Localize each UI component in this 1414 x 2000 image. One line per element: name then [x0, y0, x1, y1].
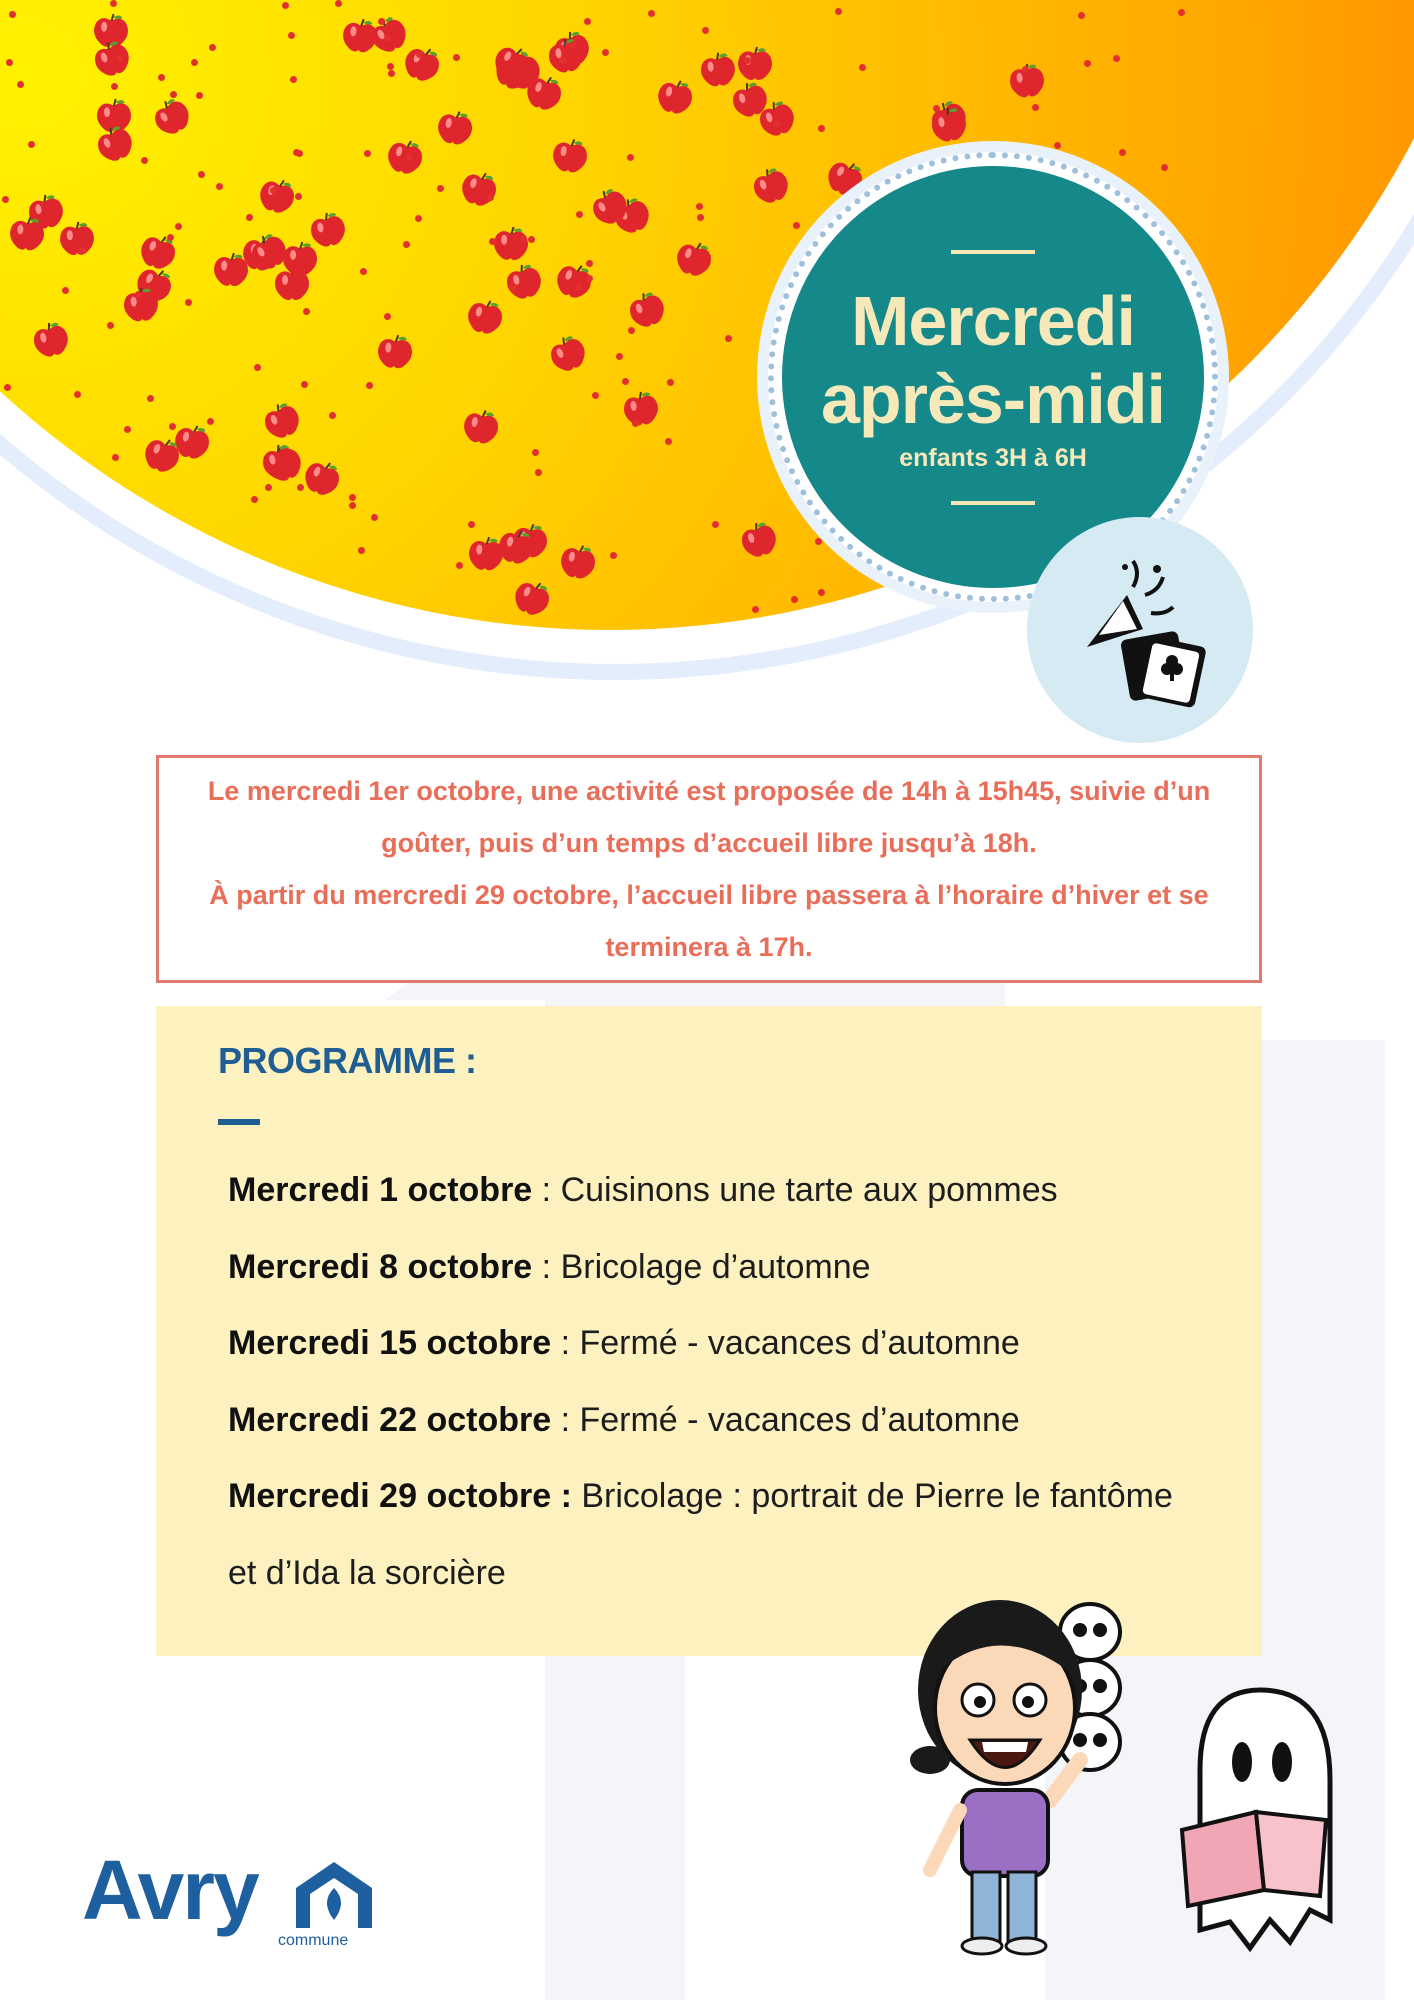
apple-icon — [132, 536, 176, 578]
programme-item — [228, 1152, 1228, 1229]
programme-separator: : — [551, 1324, 580, 1362]
house-leaf-icon — [292, 1858, 376, 1932]
decor-dot — [169, 423, 176, 430]
logo-wordmark: Avry — [82, 1843, 258, 1937]
ghost-illustration — [1160, 1680, 1360, 1960]
apple-icon — [556, 541, 600, 584]
decor-dot — [489, 238, 496, 245]
programme-list — [228, 1152, 1228, 1611]
decor-dot — [403, 241, 410, 248]
decor-dot — [1178, 9, 1185, 16]
decor-dot — [107, 322, 114, 329]
decor-dot — [295, 193, 302, 200]
badge-top-divider — [951, 250, 1035, 254]
decor-dot — [602, 49, 609, 56]
decor-dot — [697, 214, 704, 221]
decor-dot — [616, 353, 623, 360]
programme-title-underline — [218, 1119, 260, 1125]
apple-icon — [57, 221, 96, 258]
decor-dot — [207, 418, 214, 425]
decor-dot — [627, 154, 634, 161]
decor-dot — [818, 589, 825, 596]
info-notice — [156, 755, 1262, 983]
apple-icon — [549, 135, 592, 176]
decor-dot — [102, 551, 109, 558]
programme-item — [228, 1229, 1228, 1306]
decor-dot — [301, 381, 308, 388]
decor-dot — [74, 391, 81, 398]
apple-icon — [433, 108, 476, 150]
apple-icon — [375, 333, 415, 372]
decor-dot — [28, 141, 35, 148]
apple-icon — [671, 236, 717, 281]
decor-dot — [415, 215, 422, 222]
decor-dot — [535, 469, 542, 476]
decor-dot — [528, 236, 535, 243]
apple-icon — [29, 318, 74, 362]
decor-dot — [586, 260, 593, 267]
programme-date: Mercredi 29 octobre : — [228, 1477, 572, 1515]
decor-dot — [6, 59, 13, 66]
decor-dot — [246, 214, 253, 221]
decor-dot — [196, 92, 203, 99]
apple-icon — [747, 163, 795, 210]
apple-icon — [121, 285, 162, 324]
decor-dot — [910, 600, 917, 607]
decor-dot — [15, 463, 22, 470]
activity-icon-circle — [1027, 517, 1253, 743]
decor-dot — [303, 308, 310, 315]
decor-dot — [1113, 55, 1120, 62]
logo-subtitle: commune — [278, 1932, 349, 1949]
decor-dot — [371, 514, 378, 521]
badge-title-line1: Mercredi — [851, 281, 1135, 360]
decor-dot — [290, 76, 297, 83]
decor-dot — [216, 183, 223, 190]
programme-date: Mercredi 8 octobre — [228, 1247, 533, 1286]
decor-dot — [360, 268, 367, 275]
decor-dot — [349, 502, 356, 509]
apple-icon — [466, 535, 506, 574]
decor-dot — [696, 203, 703, 210]
programme-title: PROGRAMME : — [218, 1040, 477, 1081]
decor-dot — [366, 382, 373, 389]
info-line: Le mercredi 1er octobre, une activité est proposée de 14h à 15h45, suivie d’un — [207, 776, 1211, 806]
party-popper-icon — [1027, 517, 1253, 743]
decor-dot — [254, 364, 261, 371]
apple-icon — [501, 260, 547, 304]
programme-item — [228, 1458, 1228, 1535]
decor-dot — [387, 63, 394, 70]
decor-dot — [520, 235, 527, 242]
decor-dot — [79, 247, 86, 254]
decor-dot — [1032, 104, 1039, 111]
decor-dot — [209, 44, 216, 51]
programme-date: Mercredi 22 octobre — [228, 1400, 552, 1439]
info-line: goûter, puis d’un temps d’accueil libre jusqu’à 18h. — [381, 828, 1037, 858]
decor-dot — [111, 83, 118, 90]
apple-icon — [697, 50, 739, 90]
apple-icon — [459, 406, 502, 448]
apple-icon — [652, 75, 697, 119]
programme-section — [156, 1006, 1262, 1656]
decor-dot — [835, 8, 842, 15]
decor-dot — [1022, 66, 1029, 73]
badge-subtitle: enfants 3H à 6H — [899, 443, 1087, 472]
decor-dot — [288, 32, 295, 39]
decor-dot — [358, 547, 365, 554]
decor-dot — [349, 494, 356, 501]
decor-dot — [175, 223, 182, 230]
decor-dot — [112, 454, 119, 461]
decor-dot — [532, 449, 539, 456]
apple-icon — [147, 92, 198, 142]
decor-dot — [1078, 12, 1085, 19]
info-line: À partir du mercredi 29 octobre, l’accueil libre passera à l’horaire d’hiver et se — [209, 880, 1209, 910]
decor-dot — [378, 18, 385, 25]
programme-separator: : — [532, 1247, 561, 1286]
programme-activity: Bricolage : portrait de Pierre le fantôme — [581, 1477, 1173, 1515]
decor-dot — [648, 10, 655, 17]
decor-dot — [859, 64, 866, 71]
decor-dot — [468, 521, 475, 528]
playing-cards-icon — [1120, 630, 1207, 708]
apple-icon — [258, 398, 306, 445]
decor-dot — [198, 171, 205, 178]
decor-dot — [17, 81, 24, 88]
decor-dot — [297, 484, 304, 491]
programme-date: Mercredi 1 octobre — [228, 1171, 533, 1209]
programme-item-continuation: et d’Ida la sorcière — [228, 1553, 506, 1592]
decor-dot — [818, 125, 825, 132]
apple-icon — [6, 214, 47, 253]
badge-title — [821, 282, 1165, 438]
decor-dot — [592, 392, 599, 399]
decor-dot — [251, 496, 258, 503]
decor-dot — [1084, 60, 1091, 67]
programme-activity: Fermé - vacances d’automne — [579, 1400, 1020, 1439]
decor-dot — [173, 564, 180, 571]
decor-dot — [833, 607, 840, 614]
decor-dot — [622, 378, 629, 385]
decor-dot — [124, 426, 131, 433]
decor-dot — [364, 150, 371, 157]
decor-dot — [437, 185, 444, 192]
decor-dot — [752, 606, 759, 613]
decor-dot — [4, 522, 11, 529]
decor-dot — [141, 157, 148, 164]
decor-dot — [725, 335, 732, 342]
programme-activity: Fermé - vacances d’automne — [579, 1324, 1020, 1362]
decor-dot — [270, 187, 277, 194]
apple-icon — [176, 550, 218, 590]
apple-icon — [257, 440, 302, 483]
decor-dot — [1119, 149, 1126, 156]
book-icon — [1182, 1812, 1326, 1906]
witch-girl-illustration — [900, 1580, 1140, 1960]
programme-item — [228, 1382, 1228, 1459]
apple-icon — [456, 166, 503, 212]
programme-item — [228, 1305, 1228, 1382]
apple-icon — [383, 135, 429, 179]
decor-dot — [384, 313, 391, 320]
apple-icon — [297, 454, 346, 502]
decor-dot — [2, 196, 9, 203]
decor-dot — [487, 194, 494, 201]
badge-bottom-divider — [951, 501, 1035, 505]
decor-dot — [791, 596, 798, 603]
apple-icon — [735, 517, 781, 562]
apple-icon — [306, 208, 350, 251]
decor-dot — [702, 27, 709, 34]
decor-dot — [665, 438, 672, 445]
programme-date: Mercredi 15 octobre — [228, 1324, 552, 1362]
decor-dot — [576, 211, 583, 218]
decor-dot — [329, 412, 336, 419]
decor-dot — [929, 615, 936, 622]
decor-dot — [265, 484, 272, 491]
programme-activity: Cuisinons une tarte aux pommes — [560, 1171, 1058, 1209]
programme-separator: : — [532, 1171, 561, 1209]
decor-dot — [170, 91, 177, 98]
programme-activity: Bricolage d’automne — [560, 1247, 871, 1286]
apple-icon — [544, 36, 587, 78]
decor-dot — [744, 57, 751, 64]
decor-dot — [712, 521, 719, 528]
decor-dot — [632, 420, 639, 427]
decor-dot — [456, 562, 463, 569]
apple-icon — [254, 173, 301, 219]
apple-icon — [9, 453, 49, 491]
apple-icon — [544, 330, 593, 378]
decor-dot — [1161, 164, 1168, 171]
apple-icon — [462, 295, 507, 338]
avry-commune-logo — [82, 1843, 382, 1958]
decor-dot — [9, 11, 16, 18]
decor-dot — [4, 384, 11, 391]
decor-dot — [570, 41, 577, 48]
info-line: terminera à 17h. — [605, 932, 813, 962]
decor-dot — [793, 222, 800, 229]
apple-icon — [619, 389, 661, 429]
programme-separator: : — [551, 1400, 580, 1439]
programme-separator — [572, 1477, 581, 1515]
decor-dot — [99, 599, 106, 606]
decor-dot — [158, 74, 165, 81]
decor-dot — [335, 0, 342, 7]
decor-dot — [296, 150, 303, 157]
decor-dot — [584, 18, 591, 25]
decor-dot — [1054, 142, 1061, 149]
badge-title-line2: après-midi — [821, 359, 1165, 438]
decor-dot — [667, 379, 674, 386]
decor-dot — [110, 0, 117, 7]
decor-dot — [185, 299, 192, 306]
decor-dot — [610, 552, 617, 559]
decor-dot — [62, 287, 69, 294]
apple-icon — [508, 574, 557, 622]
decor-dot — [388, 70, 395, 77]
decor-dot — [147, 395, 154, 402]
decor-dot — [191, 59, 198, 66]
decor-dot — [282, 2, 289, 9]
decor-dot — [453, 54, 460, 61]
decor-dot — [416, 51, 423, 58]
apple-icon — [736, 46, 774, 82]
apple-icon — [492, 226, 531, 263]
